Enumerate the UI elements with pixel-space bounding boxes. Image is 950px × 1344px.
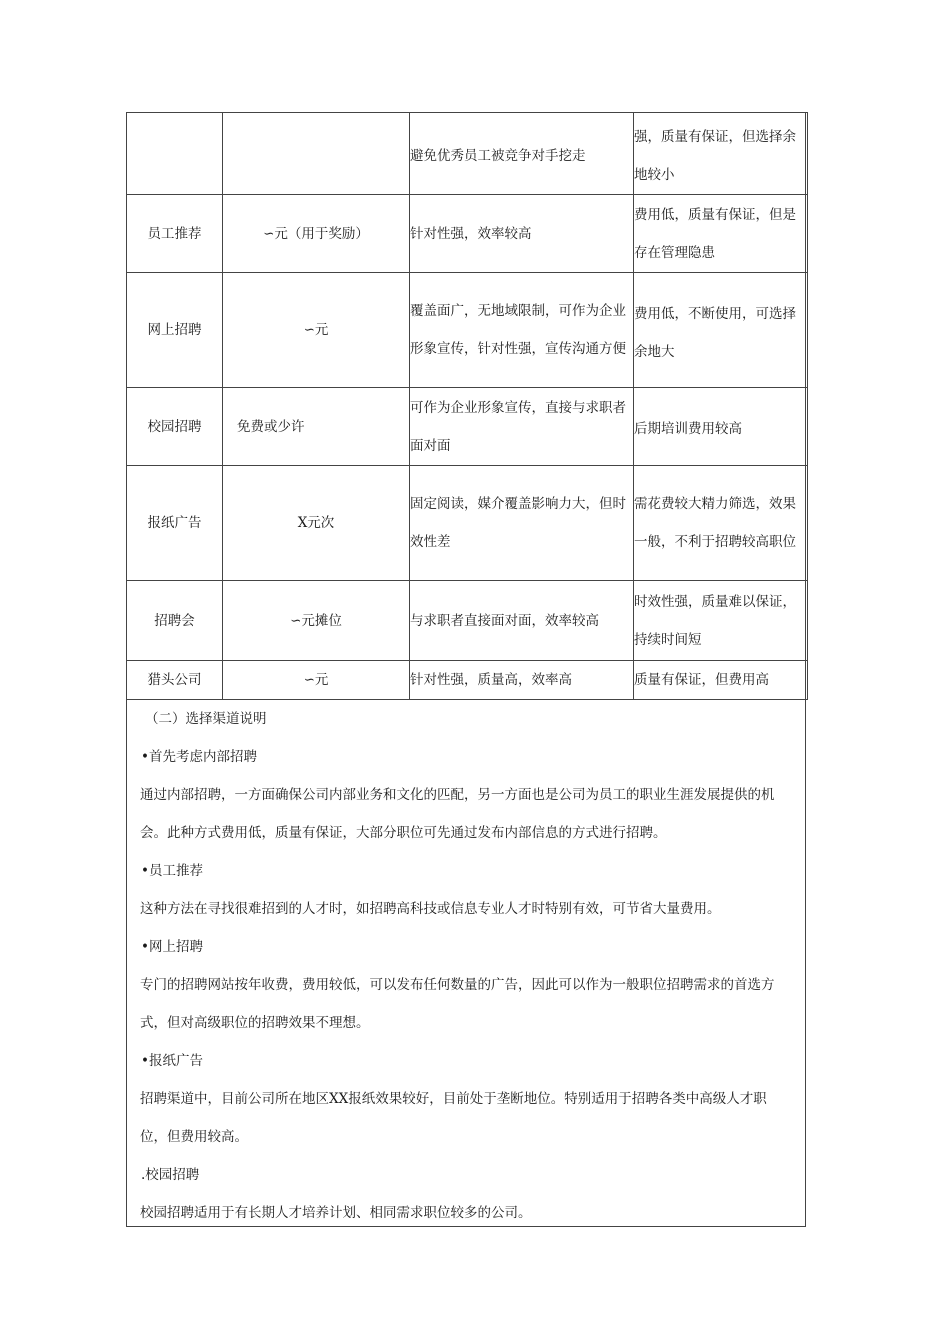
channel-disadvantage-cell	[634, 113, 808, 195]
channel-advantage-cell	[410, 388, 634, 466]
bullet-heading-referral: •员工推荐	[141, 863, 203, 879]
table-row	[127, 388, 808, 466]
advantage-text: 可作为企业形象宣传，直接与求职者面对面	[410, 399, 626, 454]
advantage-text: 固定阅读，媒介覆盖影响力大，但时效性差	[410, 496, 626, 550]
disadvantage-text: 需花费较大精力筛选，效果一般，不利于招聘较高职位	[634, 496, 796, 550]
paragraph-line: 专门的招聘网站按年收费，费用较低，可以发布任何数量的广告，因此可以作为一般职位招聘需求的首选方	[140, 977, 775, 993]
channel-name-cell: 报纸广告	[127, 466, 223, 581]
channel-cost-cell: ∽元（用于奖励）	[223, 195, 410, 273]
bullet-heading-campus: .校园招聘	[141, 1167, 200, 1183]
advantage-text: 避免优秀员工被竞争对手挖走	[410, 148, 586, 164]
channel-name-cell: 招聘会	[127, 581, 223, 661]
table-row	[127, 273, 808, 388]
disadvantage-text: 费用低，不断使用，可选择余地大	[634, 305, 796, 360]
channel-cost-cell	[223, 113, 410, 195]
disadvantage-text: 时效性强，质量难以保证，持续时间短	[634, 593, 796, 648]
recruitment-channel-table	[126, 112, 808, 700]
table-row	[127, 581, 808, 661]
channel-name-cell: 员工推荐	[127, 195, 223, 273]
bullet-heading-online: •网上招聘	[141, 939, 203, 955]
channel-disadvantage-cell	[634, 273, 808, 388]
channel-disadvantage-cell	[634, 195, 808, 273]
paragraph-line: 校园招聘适用于有长期人才培养计划、相同需求职位较多的公司。	[140, 1205, 532, 1221]
disadvantage-text: 质量有保证，但费用高	[634, 672, 769, 688]
channel-cost-cell: X元次	[223, 466, 410, 581]
advantage-text: 覆盖面广，无地域限制，可作为企业形象宣传，针对性强，宣传沟通方便	[410, 303, 626, 357]
channel-disadvantage-cell	[634, 388, 808, 466]
disadvantage-text: 费用低，质量有保证，但是存在管理隐患	[634, 206, 796, 261]
paragraph-line: 招聘渠道中，目前公司所在地区XX报纸效果较好，目前处于垄断地位。特别适用于招聘各类中高级人才职	[140, 1091, 767, 1107]
channel-advantage-cell	[410, 466, 634, 581]
advantage-text: 针对性强，质量高，效率高	[410, 672, 572, 688]
disadvantage-text: 后期培训费用较高	[634, 421, 742, 437]
disadvantage-text: 强，质量有保证，但选择余地较小	[634, 129, 796, 183]
table-row	[127, 195, 808, 273]
channel-name-cell: 网上招聘	[127, 273, 223, 388]
channel-advantage-cell	[410, 661, 634, 700]
channel-advantage-cell	[410, 113, 634, 195]
channel-cost-cell: ∽元摊位	[223, 581, 410, 661]
channel-name-cell: 校园招聘	[127, 388, 223, 466]
channel-notes-section	[140, 700, 800, 1232]
advantage-text: 针对性强，效率较高	[410, 225, 532, 242]
bullet-heading-internal: •首先考虑内部招聘	[141, 749, 257, 765]
channel-name-cell	[127, 113, 223, 195]
paragraph-line: 这种方法在寻找很难招到的人才时，如招聘高科技或信息专业人才时特别有效，可节省大量费用。	[140, 901, 721, 917]
channel-disadvantage-cell	[634, 661, 808, 700]
table-row	[127, 466, 808, 581]
paragraph-line: 通过内部招聘，一方面确保公司内部业务和文化的匹配，另一方面也是公司为员工的职业生涯发展提供的机	[140, 787, 775, 803]
channel-name-cell: 猎头公司	[127, 661, 223, 700]
channel-disadvantage-cell	[634, 466, 808, 581]
advantage-text: 与求职者直接面对面，效率较高	[410, 612, 599, 629]
bullet-heading-newspaper: •报纸广告	[141, 1053, 203, 1069]
channel-advantage-cell	[410, 273, 634, 388]
channel-cost-cell: ∽元	[223, 273, 410, 388]
channel-cost-cell: 免费或少许	[223, 388, 410, 466]
channel-disadvantage-cell	[634, 581, 808, 661]
table-row	[127, 113, 808, 195]
channel-cost-cell: ∽元	[223, 661, 410, 700]
section-heading: （二）选择渠道说明	[145, 711, 267, 727]
paragraph-line: 式，但对高级职位的招聘效果不理想。	[140, 1015, 370, 1031]
paragraph-line: 位，但费用较高。	[140, 1129, 248, 1145]
channel-advantage-cell	[410, 195, 634, 273]
table-row	[127, 661, 808, 700]
paragraph-line: 会。此种方式费用低，质量有保证，大部分职位可先通过发布内部信息的方式进行招聘。	[140, 825, 667, 841]
channel-advantage-cell	[410, 581, 634, 661]
